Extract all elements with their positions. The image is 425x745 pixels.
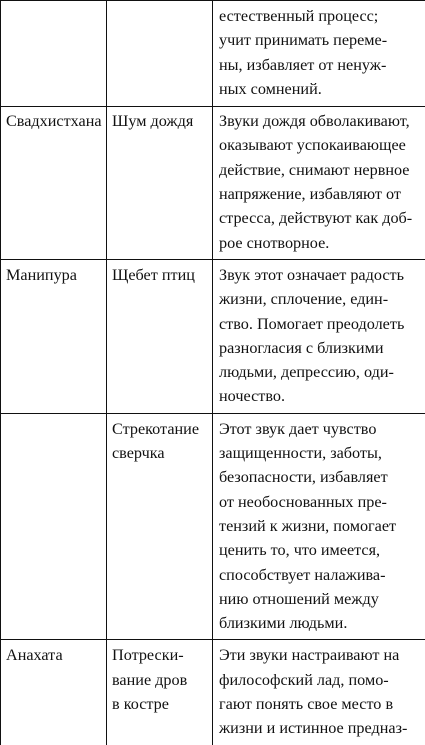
description-line: Звук этот означает радость [219,263,421,287]
description-line: философский лад, помо- [219,668,421,692]
sound-line: Потрески- [112,643,208,667]
description-line: разногласия с близкими [219,336,421,360]
chakra-name-cell [1,1,107,107]
sound-line: Щебет птиц [112,263,208,287]
description-line: рое снотворное. [219,231,421,255]
sound-cell [107,107,213,260]
description-line: ство. Помогает преодолеть [219,312,421,336]
sound-cell [107,413,213,640]
description-cell [213,640,425,745]
sound-line: сверчка [112,441,208,465]
description-line: напряжение, избавляют от [219,182,421,206]
sound-cell [107,259,213,413]
chakra-name: Манипура [6,263,102,287]
description-line: ны, избавляет от ненуж- [219,53,421,77]
description-cell [213,107,425,260]
table-row [1,107,425,260]
description-line: людьми, депрессию, оди- [219,360,421,384]
chakra-name-cell [1,640,107,745]
description-line: ночество. [219,384,421,408]
chakra-name-cell [1,259,107,413]
chakra-name: Анахата [6,643,102,667]
table-row [1,259,425,413]
description-cell [213,259,425,413]
description-line: учит принимать переме- [219,28,421,52]
description-line: тензий к жизни, помогает [219,514,421,538]
chakra-name-cell [1,413,107,640]
description-line: Звуки дождя обволакивают, [219,109,421,133]
description-line: нию отношений между [219,587,421,611]
description-line: стресса, действуют как доб- [219,206,421,230]
sound-line: в костре [112,692,208,716]
chakra-name-cell [1,107,107,260]
table-row [1,1,425,107]
table-row [1,640,425,745]
description-line: естественный процесс; [219,4,421,28]
description-line: жизни, сплочение, един- [219,287,421,311]
description-line: Эти звуки настраивают на [219,643,421,667]
sound-cell [107,1,213,107]
description-line: Этот звук дает чувство [219,417,421,441]
description-line: от необоснованных пре- [219,490,421,514]
description-line: ных сомнений. [219,77,421,101]
chakra-name: Свадхистхана [6,109,102,133]
description-line: оказывают успокаивающее [219,133,421,157]
description-cell [213,413,425,640]
sound-cell [107,640,213,745]
sound-line: Шум дождя [112,109,208,133]
description-line: жизни и истинное предназ- [219,716,421,740]
sound-line: Стрекотание [112,417,208,441]
description-line: защищенности, заботы, [219,441,421,465]
description-line: ценить то, что имеется, [219,538,421,562]
sound-line: вание дров [112,668,208,692]
description-line: способствует налажива- [219,563,421,587]
description-line: гают понять свое место в [219,692,421,716]
description-line: близкими людьми. [219,611,421,635]
description-line: безопасности, избавляет [219,465,421,489]
description-cell [213,1,425,107]
table-body [1,1,425,745]
table-row [1,413,425,640]
description-line: действие, снимают нервное [219,158,421,182]
